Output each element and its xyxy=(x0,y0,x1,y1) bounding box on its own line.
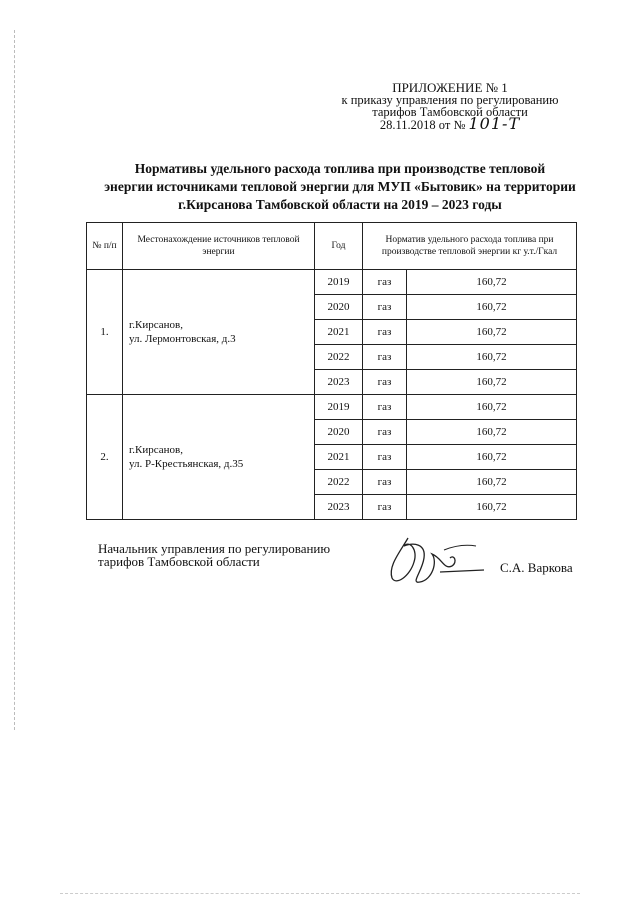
year-cell: 2019 xyxy=(315,270,363,295)
header-norm: Норматив удельного расхода топлива при производстве тепловой энергии кг у.т./Гкал xyxy=(363,223,577,270)
norm-value-cell: 160,72 xyxy=(407,320,577,345)
table-header-row xyxy=(87,223,577,270)
title-line-1: Нормативы удельного расхода топлива при производстве тепловой xyxy=(134,161,546,176)
year-cell: 2023 xyxy=(315,370,363,395)
title-line-3: г.Кирсанова Тамбовской области на 2019 – 2023 годы xyxy=(178,197,502,212)
title-line-2: энергии источниками тепловой энергии для МУП «Бытовик» на территории xyxy=(104,179,576,194)
fuel-cell: газ xyxy=(363,295,407,320)
fuel-cell: газ xyxy=(363,320,407,345)
year-cell: 2021 xyxy=(315,320,363,345)
appendix-title: ПРИЛОЖЕНИЕ № 1 xyxy=(392,80,508,95)
fuel-cell: газ xyxy=(363,445,407,470)
table-row xyxy=(87,270,577,295)
appendix-header xyxy=(300,82,600,131)
fuel-cell: газ xyxy=(363,470,407,495)
fuel-cell: газ xyxy=(363,395,407,420)
norm-value-cell: 160,72 xyxy=(407,370,577,395)
signatory-position xyxy=(98,542,330,568)
appendix-date: 28.11.2018 от № xyxy=(379,118,466,132)
header-num: № п/п xyxy=(87,223,123,270)
norm-value-cell: 160,72 xyxy=(407,470,577,495)
norms-table xyxy=(86,222,577,520)
fuel-cell: газ xyxy=(363,345,407,370)
norm-value-cell: 160,72 xyxy=(407,420,577,445)
norm-value-cell: 160,72 xyxy=(407,345,577,370)
scan-bottom-line xyxy=(60,893,580,895)
source-location xyxy=(123,395,315,520)
appendix-order-ref: к приказу управления по регулированию xyxy=(341,93,559,107)
source-num: 2. xyxy=(87,395,123,520)
header-year: Год xyxy=(315,223,363,270)
fuel-cell: газ xyxy=(363,270,407,295)
norm-value-cell: 160,72 xyxy=(407,270,577,295)
source-num: 1. xyxy=(87,270,123,395)
location-street: ул. Р-Крестьянская, д.35 xyxy=(129,458,244,470)
year-cell: 2020 xyxy=(315,295,363,320)
year-cell: 2019 xyxy=(315,395,363,420)
year-cell: 2020 xyxy=(315,420,363,445)
scan-margin-line xyxy=(14,30,16,730)
signatory-position-line-2: тарифов Тамбовской области xyxy=(98,554,260,569)
table-row xyxy=(87,395,577,420)
appendix-authority: тарифов Тамбовской области xyxy=(372,105,528,119)
year-cell: 2022 xyxy=(315,345,363,370)
norm-value-cell: 160,72 xyxy=(407,295,577,320)
signer-name: С.А. Варкова xyxy=(500,560,573,575)
fuel-cell: газ xyxy=(363,370,407,395)
location-city: г.Кирсанов, xyxy=(129,444,183,456)
header-location: Местонахождение источников тепловой энергии xyxy=(123,223,315,270)
year-cell: 2022 xyxy=(315,470,363,495)
signatory-position-line-1: Начальник управления по регулированию xyxy=(98,541,331,556)
location-city: г.Кирсанов, xyxy=(129,319,183,331)
handwritten-signature xyxy=(380,532,490,588)
appendix-date-line xyxy=(300,114,600,133)
norm-value-cell: 160,72 xyxy=(407,445,577,470)
order-number: 101-Т xyxy=(468,114,521,133)
source-location xyxy=(123,270,315,395)
fuel-cell: газ xyxy=(363,495,407,520)
document-title xyxy=(70,160,610,214)
fuel-cell: газ xyxy=(363,420,407,445)
norm-value-cell: 160,72 xyxy=(407,395,577,420)
year-cell: 2023 xyxy=(315,495,363,520)
location-street: ул. Лермонтовская, д.3 xyxy=(129,333,236,345)
year-cell: 2021 xyxy=(315,445,363,470)
norm-value-cell: 160,72 xyxy=(407,495,577,520)
